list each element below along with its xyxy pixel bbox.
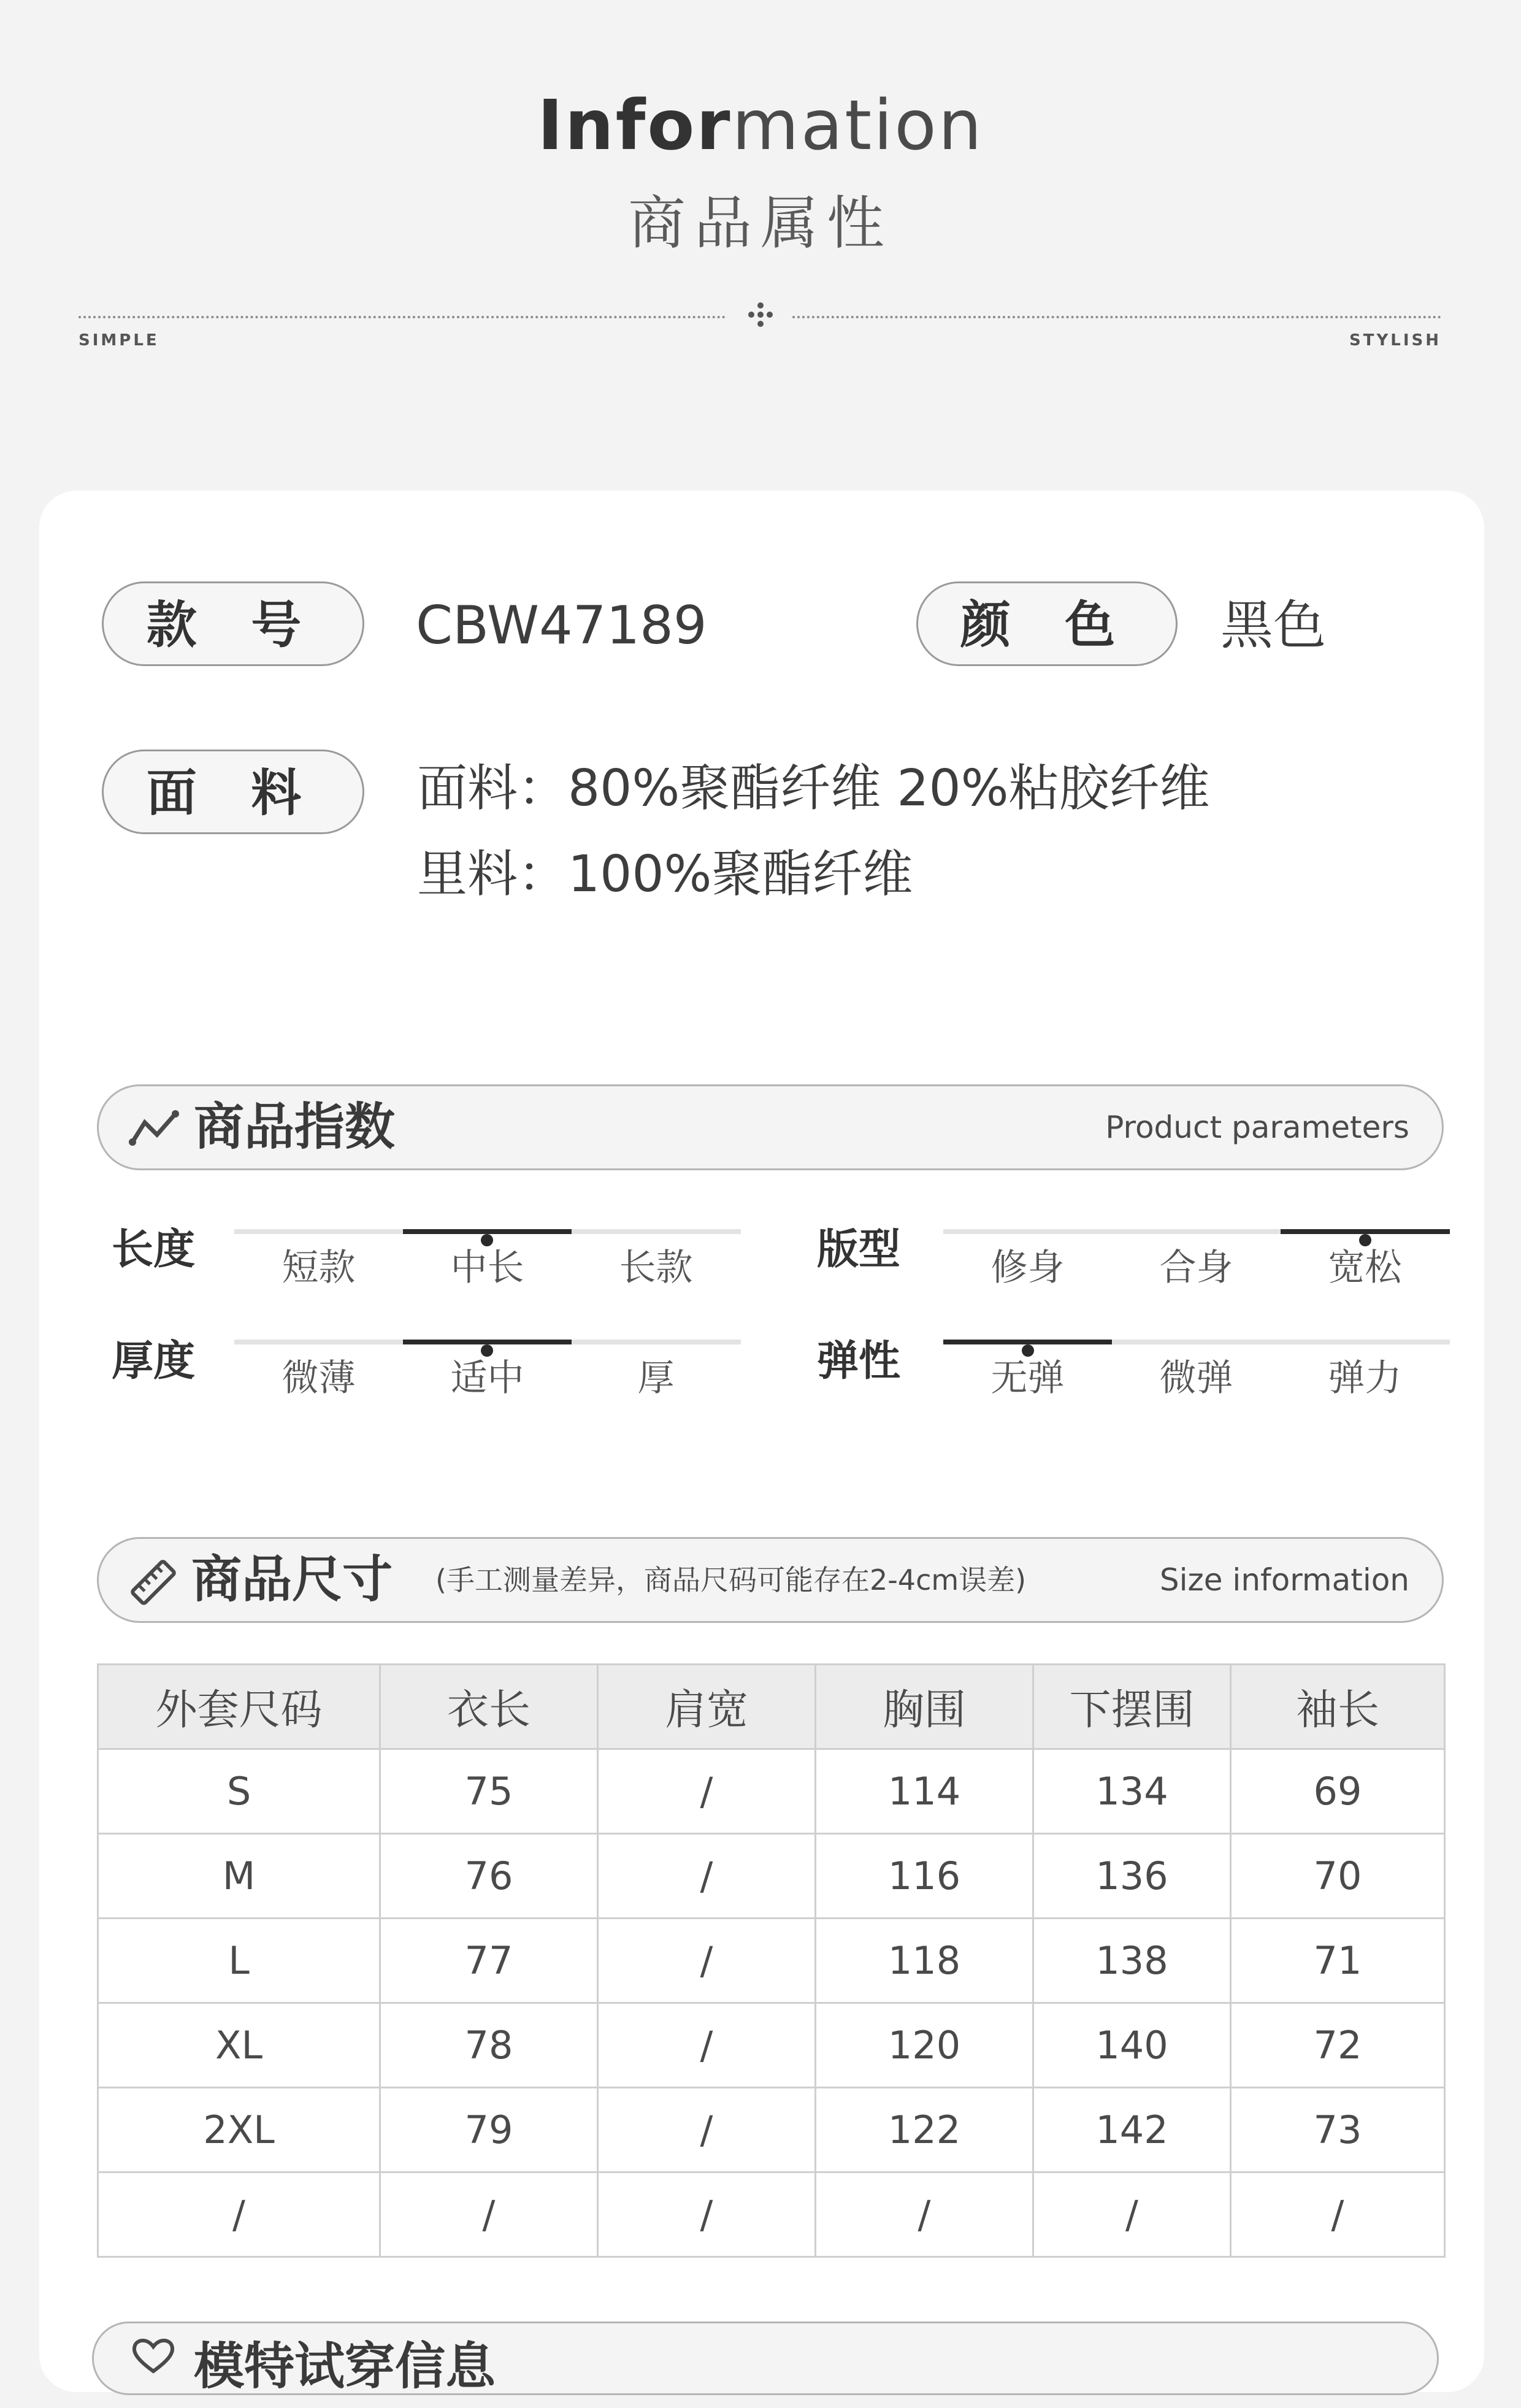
size-title: 商品尺寸 (191, 1551, 393, 1609)
index-option: 无弹 (990, 1357, 1065, 1400)
table-cell: 71 (1231, 1919, 1445, 2003)
index-label-fit: 版型 (817, 1225, 901, 1274)
column-header: 衣长 (380, 1665, 598, 1749)
column-header: 肩宽 (598, 1665, 816, 1749)
header-title (0, 86, 1521, 166)
table-cell: S (98, 1749, 380, 1834)
table-cell: / (1033, 2172, 1231, 2257)
index-marker-length (481, 1234, 493, 1246)
column-header: 胸围 (816, 1665, 1033, 1749)
index-option: 微薄 (282, 1357, 356, 1400)
index-option: 短款 (282, 1246, 356, 1289)
table-row (98, 1834, 1445, 1919)
header-subtitle: 商品属性 (627, 190, 893, 257)
header-title-rest: mation (732, 86, 984, 166)
table-row (98, 2003, 1445, 2088)
table-cell: 140 (1033, 2003, 1231, 2088)
index-option: 微弹 (1159, 1357, 1233, 1400)
table-cell: 77 (380, 1919, 598, 2003)
index-option: 长款 (619, 1246, 693, 1289)
table-cell: / (816, 2172, 1033, 2257)
color-value: 黑色 (1220, 595, 1326, 656)
fabric-label: 面 料 (102, 750, 364, 834)
index-label-elasticity: 弹性 (817, 1337, 901, 1386)
table-cell: / (598, 1919, 816, 2003)
table-cell: / (598, 2003, 816, 2088)
size-title-en: Size information (1159, 1562, 1409, 1598)
table-cell: 120 (816, 2003, 1033, 2088)
index-active-elasticity (943, 1340, 1112, 1344)
index-option: 宽松 (1328, 1246, 1402, 1289)
table-cell: 122 (816, 2088, 1033, 2172)
style-number-value: CBW47189 (416, 595, 707, 656)
table-cell: 118 (816, 1919, 1033, 2003)
table-cell: / (1231, 2172, 1445, 2257)
ruler-icon (128, 1557, 179, 1608)
index-option: 中长 (450, 1246, 524, 1289)
table-row (98, 1749, 1445, 1834)
index-label-length: 长度 (112, 1225, 196, 1274)
index-option: 适中 (450, 1357, 524, 1400)
table-header-row (98, 1665, 1445, 1749)
index-active-length (403, 1229, 572, 1234)
table-cell: 76 (380, 1834, 598, 1919)
index-marker-fit (1359, 1234, 1371, 1246)
table-cell: / (598, 1834, 816, 1919)
size-note: (手工测量差异，商品尺码可能存在2-4cm误差) (435, 1563, 1027, 1597)
table-cell: 72 (1231, 2003, 1445, 2088)
index-active-fit (1281, 1229, 1450, 1234)
table-cell: 75 (380, 1749, 598, 1834)
size-table (97, 1663, 1446, 2258)
index-marker-thickness (481, 1344, 493, 1357)
column-header: 下摆围 (1033, 1665, 1231, 1749)
table-cell: 142 (1033, 2088, 1231, 2172)
header-title-bold: Infor (537, 86, 732, 166)
index-active-thickness (403, 1340, 572, 1344)
column-header: 袖长 (1231, 1665, 1445, 1749)
table-cell: 116 (816, 1834, 1033, 1919)
column-header: 外套尺码 (98, 1665, 380, 1749)
table-cell: M (98, 1834, 380, 1919)
divider-left (79, 316, 726, 318)
table-cell: 134 (1033, 1749, 1231, 1834)
table-row (98, 1919, 1445, 2003)
table-cell: L (98, 1919, 380, 2003)
table-cell: 70 (1231, 1834, 1445, 1919)
index-option: 合身 (1159, 1246, 1233, 1289)
table-cell: / (598, 2172, 816, 2257)
indices-title: 商品指数 (194, 1098, 396, 1156)
model-section-title: 模特试穿信息 (194, 2337, 496, 2396)
trend-line-icon (129, 1109, 180, 1147)
index-option: 弹力 (1328, 1357, 1402, 1400)
table-cell: / (380, 2172, 598, 2257)
tag-simple: SIMPLE (79, 331, 159, 350)
table-cell: / (598, 2088, 816, 2172)
tag-stylish: STYLISH (1349, 331, 1441, 350)
divider-right (792, 316, 1441, 318)
index-option: 厚 (637, 1357, 675, 1400)
index-marker-elasticity (1022, 1344, 1034, 1357)
table-cell: XL (98, 2003, 380, 2088)
heart-icon (130, 2336, 177, 2375)
index-label-thickness: 厚度 (112, 1337, 196, 1386)
table-row (98, 2172, 1445, 2257)
style-number-label: 款 号 (102, 581, 364, 666)
table-cell: 136 (1033, 1834, 1231, 1919)
table-cell: / (98, 2172, 380, 2257)
table-cell: / (598, 1749, 816, 1834)
table-cell: 79 (380, 2088, 598, 2172)
table-row (98, 2088, 1445, 2172)
indices-title-en: Product parameters (1105, 1110, 1409, 1145)
table-cell: 114 (816, 1749, 1033, 1834)
table-cell: 73 (1231, 2088, 1445, 2172)
index-option: 修身 (990, 1246, 1065, 1289)
fabric-line-lining: 里料：100%聚酯纤维 (417, 845, 913, 903)
fabric-line-outer: 面料：80%聚酯纤维 20%粘胶纤维 (417, 759, 1210, 818)
table-cell: 138 (1033, 1919, 1231, 2003)
table-cell: 78 (380, 2003, 598, 2088)
ornament-icon (745, 299, 776, 330)
table-cell: 2XL (98, 2088, 380, 2172)
table-cell: 69 (1231, 1749, 1445, 1834)
color-label: 颜 色 (916, 581, 1178, 666)
